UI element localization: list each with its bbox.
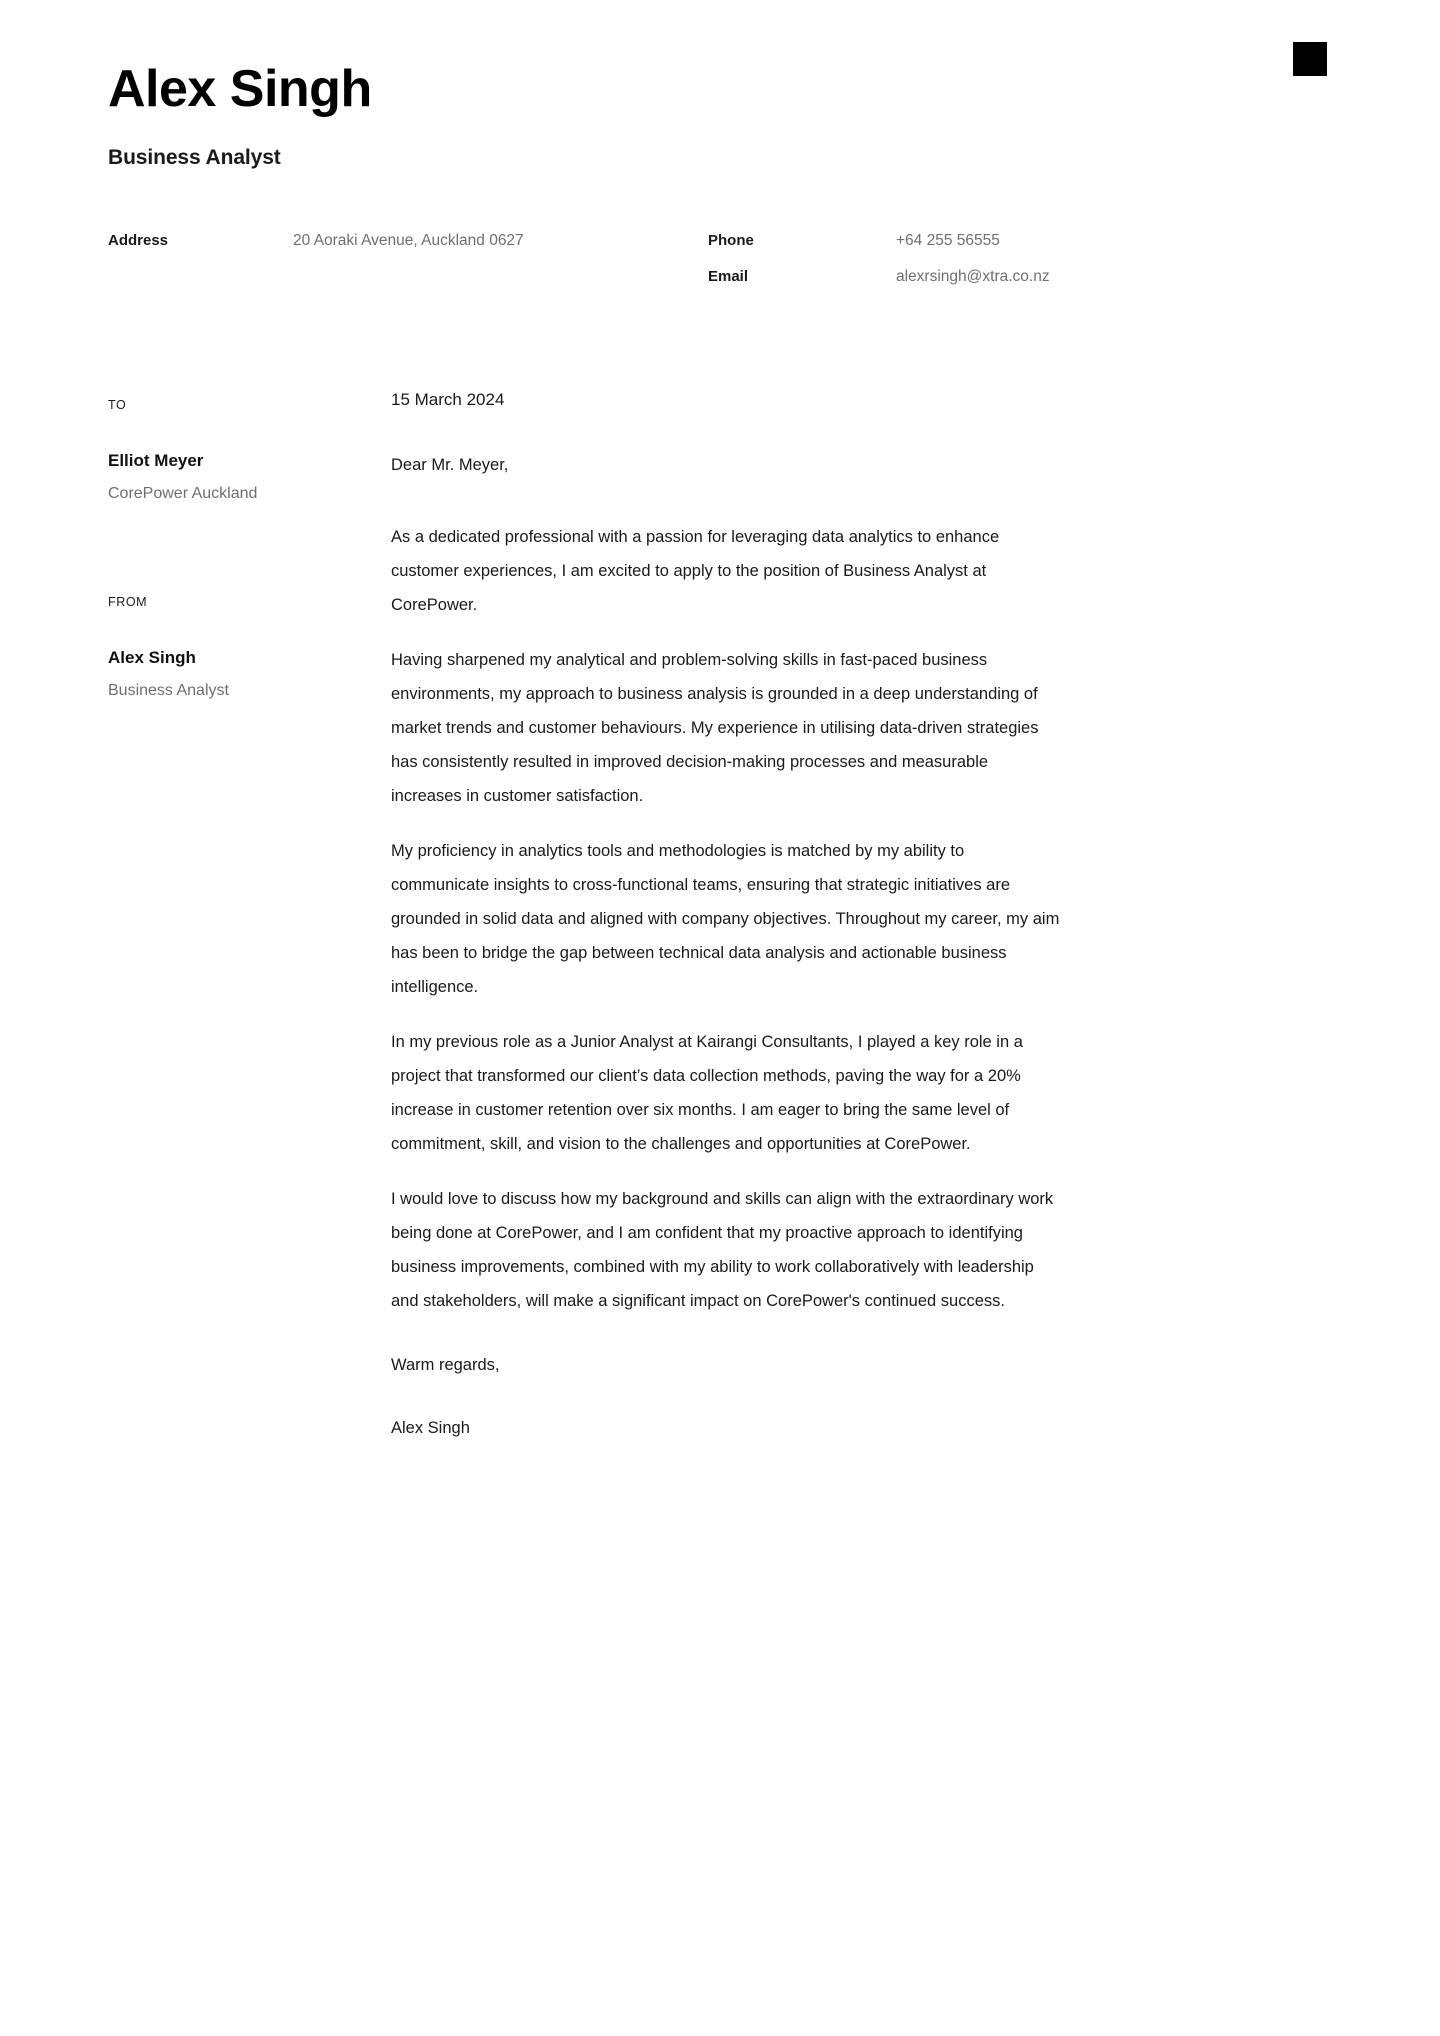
- contact-column-phone-email: [708, 232, 1228, 304]
- contact-address-row: [108, 232, 708, 250]
- recipient-company: CorePower Auckland: [108, 484, 258, 502]
- email-value: alexrsingh@xtra.co.nz: [896, 267, 1050, 285]
- black-square-logo-icon: [1293, 42, 1327, 76]
- contact-phone-row: [708, 232, 1228, 250]
- address-value: 20 Aoraki Avenue, Auckland 0627: [293, 231, 524, 249]
- letter-salutation: Dear Mr. Meyer,: [391, 455, 509, 474]
- contact-details: [0, 170, 1440, 304]
- sender-title: Business Analyst: [108, 681, 229, 699]
- letter-paragraph: I would love to discuss how my background and skills can align with the extraordinary work being done at CorePower, and I am confident that my proactive approach to identifying business improvements, combined with my ability to work collaboratively with leadership and stakeholders, will make a significant impact on CorePower's continued success.: [391, 1190, 1054, 1311]
- page-title: Alex Singh: [108, 60, 372, 118]
- letter-header: [0, 0, 1440, 170]
- sender-heading: FROM: [108, 594, 148, 609]
- recipient-name: Elliot Meyer: [108, 450, 204, 470]
- letter-body-area: [0, 304, 1440, 1441]
- recipient-heading: TO: [108, 397, 127, 412]
- email-label: Email: [708, 267, 749, 285]
- letter-signature: Alex Singh: [391, 1418, 470, 1437]
- address-label: Address: [108, 231, 169, 249]
- letter-content-column: [391, 390, 1063, 1441]
- letter-paragraph: Having sharpened my analytical and problem-solving skills in fast-paced business environments, my approach to business analysis is grounded in a deep understanding of market trends and customer behaviours. My experience in utilising data-driven strategies has consistently resulted in improved decision-making processes and measurable increases in customer satisfaction.: [391, 651, 1039, 806]
- phone-label: Phone: [708, 231, 754, 249]
- letter-paragraph: As a dedicated professional with a passion for leveraging data analytics to enhance customer experiences, I am excited to apply to the position of Business Analyst at CorePower.: [391, 528, 1000, 615]
- letter-paragraph: My proficiency in analytics tools and methodologies is matched by my ability to communicate insights to cross-functional teams, ensuring that strategic initiatives are grounded in solid data and aligned with company objectives. Throughout my career, my aim has been to bridge the gap between technical data analysis and actionable business intelligence.: [391, 842, 1060, 997]
- contact-column-address: [108, 232, 708, 304]
- letter-date: 15 March 2024: [391, 389, 505, 409]
- letter-closing: Warm regards,: [391, 1356, 500, 1375]
- meta-spacer: [108, 503, 391, 595]
- sender-name: Alex Singh: [108, 647, 196, 667]
- job-title: Business Analyst: [108, 145, 281, 169]
- contact-email-row: [708, 268, 1228, 286]
- letter-meta-column: [108, 390, 391, 700]
- phone-value: +64 255 56555: [896, 231, 1000, 249]
- letter-paragraph: In my previous role as a Junior Analyst at Kairangi Consultants, I played a key role in a project that transformed our client’s data collection methods, paving the way for a 20% increase in customer retention over six months. I am eager to bring the same level of commitment, skill, and vision to the challenges and opportunities at CorePower.: [391, 1033, 1023, 1154]
